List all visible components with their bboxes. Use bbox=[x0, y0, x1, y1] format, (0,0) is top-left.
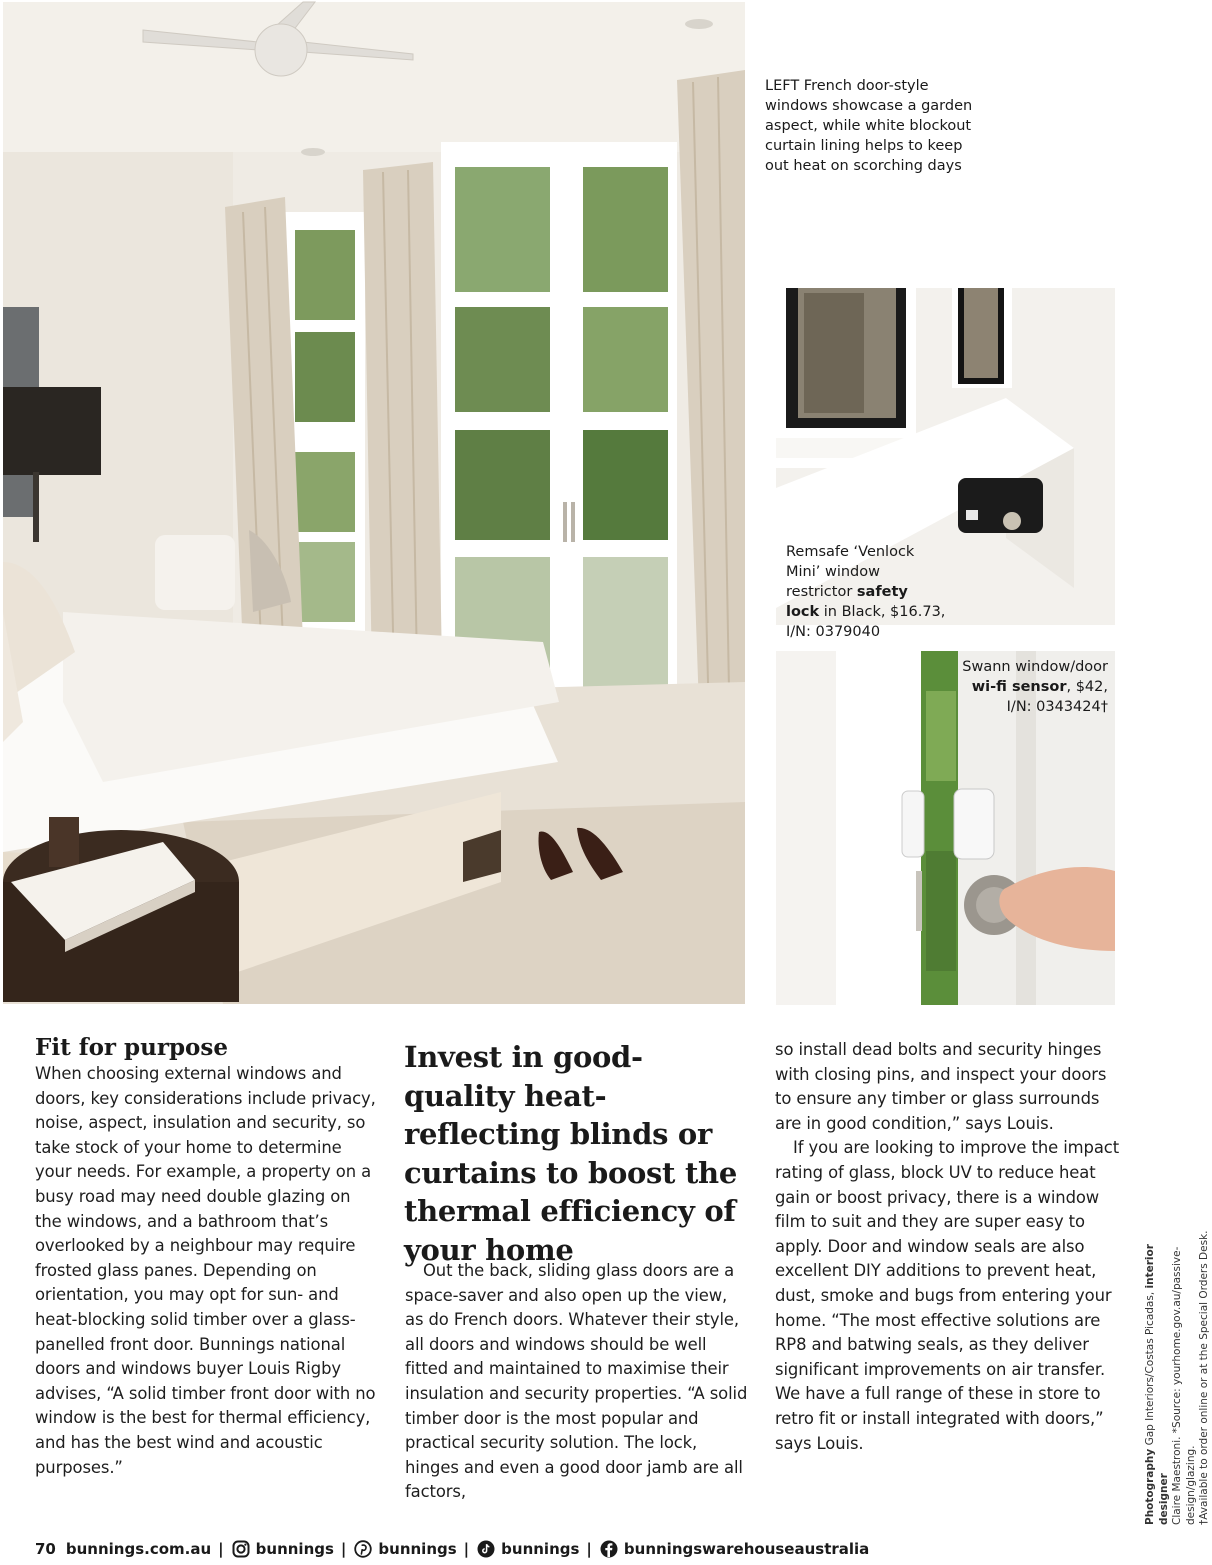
instagram-handle[interactable]: bunnings bbox=[255, 1540, 334, 1558]
pinterest-icon bbox=[353, 1539, 373, 1559]
main-photo-caption: LEFT French door-style windows showcase a garden aspect, while white blockout curtain lining helps to keep out heat on scorching days bbox=[765, 78, 973, 174]
article-column-1: When choosing external windows and doors, key considerations include privacy, noise, aspect, insulation and security, so take stock of your home to determine your needs. For example, a property on a busy road may need double glazing on the windows, and a bathroom that’s overlooked by a neighbour may require frosted glass panes. Depending on orientation, you may opt for sun- and heat-blocking solid timber over a glass-panelled front door. Bunnings national doors and windows buyer Louis Rigby advises, “A solid timber front door with no window is the best for thermal efficiency, and has the best wind and acoustic purposes.” bbox=[35, 1064, 376, 1477]
photo-credits: Photography Gap Interiors/Costas Picadas, interior designer Claire Maestroni. *Source: yourhome.gov.au/passive-design/glazing. †Available to order online or at the Special Orders Desk. bbox=[1144, 1230, 1210, 1525]
section-heading: Fit for purpose bbox=[35, 1034, 228, 1061]
lock-caption: Remsafe ‘Venlock Mini’ window restrictor safety lock in Black, $16.73, I/N: 0379040 bbox=[786, 544, 946, 640]
page-number: 70 bbox=[35, 1540, 56, 1558]
facebook-icon bbox=[599, 1539, 619, 1559]
facebook-handle[interactable]: bunningswarehouseaustralia bbox=[623, 1540, 870, 1558]
page-footer: 70 bunnings.com.au | bunnings | bunnings | bunnings | bunningswarehouseaustralia bbox=[35, 1540, 870, 1558]
article-column-2: Out the back, sliding glass doors are a space-saver and also open up the view, as do French doors. Whatever their style, all doors and windows should be well fitted and maintained to maximise their insulation and security properties. “A solid timber door is the most popular and practical security solution. The lock, hinges and even a good door jamb are all factors, bbox=[405, 1261, 748, 1502]
sensor-caption: Swann window/door wi-fi sensor, $42, I/N: 0343424† bbox=[962, 659, 1108, 715]
pull-quote: Invest in good-quality heat-reflecting blinds or curtains to boost the thermal efficiency of your home bbox=[404, 1040, 737, 1267]
tiktok-icon bbox=[476, 1539, 496, 1559]
bedroom-photo bbox=[3, 2, 745, 1004]
instagram-icon bbox=[231, 1539, 251, 1559]
website-link[interactable]: bunnings.com.au bbox=[65, 1540, 212, 1558]
tiktok-handle[interactable]: bunnings bbox=[501, 1540, 580, 1558]
article-column-3: so install dead bolts and security hinges with closing pins, and inspect your doors to ensure any timber or glass surrounds are in good condition,” says Louis. If you are looking to improve the impact rating of glass, block UV to reduce heat gain or boost privacy, there is a window film to suit and they are super easy to apply. Door and window seals are also excellent DIY additions to prevent heat, dust, smoke and bugs from entering your home. “The most effective solutions are RP8 and batwing seals, as they deliver significant improvements on air transfer. We have a full range of these in store to retro fit or install integrated with doors,” says Louis. bbox=[775, 1040, 1120, 1453]
pinterest-handle[interactable]: bunnings bbox=[378, 1540, 457, 1558]
